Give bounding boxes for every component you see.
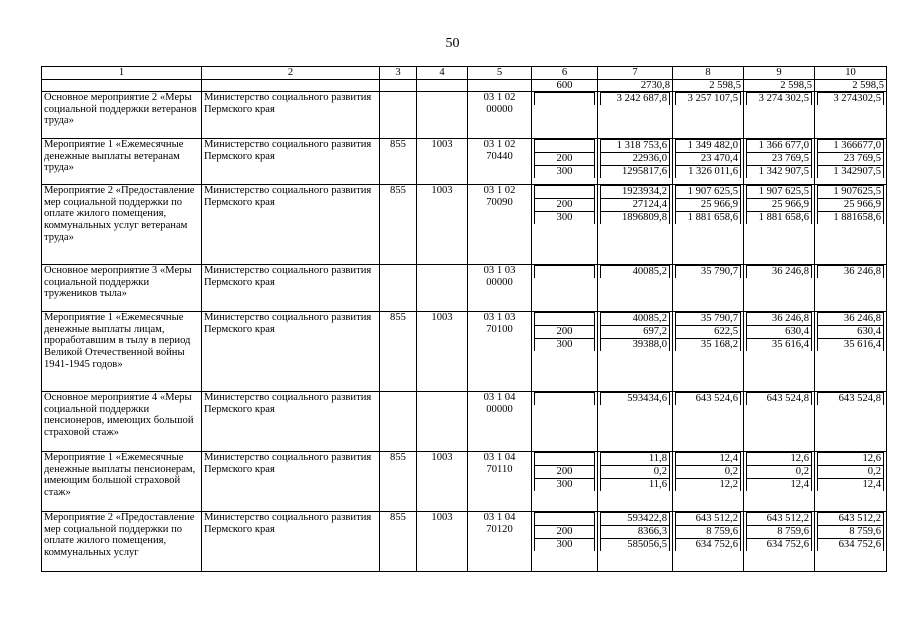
cell-activity-name: Основное мероприятие 3 «Меры социальной поддержки тружеников тыла» [42,265,202,312]
cell-amount-group [598,185,673,265]
cell-grbs [380,392,417,452]
cell-section: 1003 [417,139,468,185]
cell-amount: 2 598,5 [744,79,815,92]
header-cell: 9 [744,67,815,80]
table-row [42,139,887,185]
cell-amount: 1896809,8 [601,212,670,225]
cell-amount-group [673,512,744,572]
header-cell: 7 [598,67,673,80]
cell-organization: Министерство социального развития Пермского края [202,185,380,265]
cell-amount: 23 769,5 [818,153,884,166]
page-number: 50 [445,36,460,51]
cell-amount: 12,4 [747,479,812,492]
cell-grbs: 855 [380,452,417,512]
cell-kvr: 300 [535,166,595,179]
cell-amount: 1 907 625,5 [676,186,741,199]
cell-grbs [380,92,417,139]
header-cell: 5 [468,67,532,80]
cell-kvr [535,513,595,526]
cell-organization: Министерство социального развития Пермского края [202,512,380,572]
cell-amount-group [673,392,744,452]
cell-amount-group [815,92,887,139]
cell-amount: 12,6 [818,453,884,466]
table-row [42,512,887,572]
cell-kvr [535,93,595,106]
cell-amount-group [744,265,815,312]
cell-amount-group [815,185,887,265]
cell-kvr [535,313,595,326]
cell-kvr: 300 [535,479,595,492]
cell-amount: 1 907625,5 [818,186,884,199]
cell-kvr [535,266,595,279]
cell-amount: 25 966,9 [747,199,812,212]
cell-amount: 643 524,6 [676,393,741,406]
cell-amount: 643 512,2 [676,513,741,526]
cell-grbs: 855 [380,139,417,185]
cell-amount: 35 790,7 [676,313,741,326]
cell-organization: Министерство социального развития Пермского края [202,312,380,392]
cell-amount: 2730,8 [598,79,673,92]
cell-amount: 1 342 907,5 [747,166,812,179]
cell-amount: 11,8 [601,453,670,466]
header-row [42,67,887,80]
cell-kvr-group [532,452,598,512]
cell-amount: 3 242 687,8 [601,93,670,106]
cell-amount-group [673,92,744,139]
cell-csr: 03 1 02 00000 [468,92,532,139]
cell-amount: 23 769,5 [747,153,812,166]
cell-kvr: 300 [535,339,595,352]
cell-amount-group [744,139,815,185]
cell-csr: 03 1 02 70440 [468,139,532,185]
cell-amount-group [815,452,887,512]
cell-amount: 27124,4 [601,199,670,212]
cell-amount: 643 512,2 [818,513,884,526]
cell-amount: 1 881 658,6 [676,212,741,225]
cell-kvr: 600 [532,79,598,92]
cell-kvr-group [532,512,598,572]
cell-amount: 0,2 [601,466,670,479]
cell-kvr [535,453,595,466]
header-cell: 8 [673,67,744,80]
cell-amount: 585056,5 [601,539,670,552]
cell-section: 1003 [417,452,468,512]
cell-amount: 643 524,8 [818,393,884,406]
table-body [42,67,887,572]
cell-organization: Министерство социального развития Пермского края [202,92,380,139]
header-cell: 2 [202,67,380,80]
cell-amount: 1923934,2 [601,186,670,199]
header-cell: 4 [417,67,468,80]
cell-amount-group [815,312,887,392]
cell-amount: 40085,2 [601,266,670,279]
table-row [42,92,887,139]
cell-organization: Министерство социального развития Пермского края [202,139,380,185]
cell-amount-group [598,139,673,185]
cell-amount-group [598,392,673,452]
cell-amount: 11,6 [601,479,670,492]
cell-amount: 35 168,2 [676,339,741,352]
cell-amount: 8 759,6 [818,526,884,539]
cell-amount-group [598,312,673,392]
cell-amount: 22936,0 [601,153,670,166]
cell-amount: 1 349 482,0 [676,140,741,153]
cell-amount: 36 246,8 [747,313,812,326]
cell-kvr-group [532,392,598,452]
cell-kvr: 200 [535,326,595,339]
cell-kvr-group [532,312,598,392]
cell-amount-group [598,452,673,512]
cell-kvr [535,393,595,406]
cell-activity-name: Мероприятие 1 «Ежемесячные денежные выплаты пенсионерам, имеющим большой страховой стаж» [42,452,202,512]
cell-amount: 1 326 011,6 [676,166,741,179]
table-row [42,185,887,265]
cell-csr: 03 1 04 70120 [468,512,532,572]
cell-kvr-group [532,265,598,312]
cell-activity-name: Мероприятие 2 «Предоставление мер социальной поддержки по оплате жилого помещения, коммунальных услуг ветеранам труда» [42,185,202,265]
cell-amount: 25 966,9 [818,199,884,212]
cell-amount: 643 524,8 [747,393,812,406]
cell-grbs [380,265,417,312]
cell-amount: 39388,0 [601,339,670,352]
cell-amount-group [598,92,673,139]
cell-section: 1003 [417,512,468,572]
cell-amount: 1 342907,5 [818,166,884,179]
cell-amount: 3 257 107,5 [676,93,741,106]
cell-amount: 12,6 [747,453,812,466]
cell-activity-name: Мероприятие 1 «Ежемесячные денежные выплаты лицам, проработавшим в тылу в период Великой Отечественной войны 1941-1945 годов» [42,312,202,392]
cell-amount: 634 752,6 [676,539,741,552]
cell-amount: 40085,2 [601,313,670,326]
table-row [42,312,887,392]
budget-table [41,66,887,572]
cell-amount: 8 759,6 [676,526,741,539]
cell-amount: 1 881 658,6 [747,212,812,225]
cell-kvr: 200 [535,153,595,166]
cell-amount: 3 274302,5 [818,93,884,106]
cell-amount-group [815,512,887,572]
cell-amount-group [815,139,887,185]
cell-grbs: 855 [380,185,417,265]
cell-amount: 12,4 [818,479,884,492]
cell-amount: 36 246,8 [818,266,884,279]
cell-kvr-group [532,92,598,139]
cell-section [417,92,468,139]
cell-amount-group [744,452,815,512]
cell-section [417,265,468,312]
cell-amount: 593434,6 [601,393,670,406]
cell-organization: Министерство социального развития Пермского края [202,452,380,512]
cell-amount: 35 616,4 [818,339,884,352]
cell-amount: 593422,8 [601,513,670,526]
cell-amount: 3 274 302,5 [747,93,812,106]
cell-amount-group [598,265,673,312]
cell-kvr-group [532,139,598,185]
cell-amount: 1 366 677,0 [747,140,812,153]
cell-amount: 23 470,4 [676,153,741,166]
cell-kvr [535,140,595,153]
cell-amount-group [673,185,744,265]
cell-amount: 35 790,7 [676,266,741,279]
cell-amount-group [815,265,887,312]
cell-amount-group [673,452,744,512]
cell-amount: 2 598,5 [673,79,744,92]
cell-activity-name: Основное мероприятие 2 «Меры социальной поддержки ветеранов труда» [42,92,202,139]
cell-csr: 03 1 04 00000 [468,392,532,452]
cell-csr: 03 1 02 70090 [468,185,532,265]
cell-amount: 1 907 625,5 [747,186,812,199]
cell-amount: 25 966,9 [676,199,741,212]
cell-kvr: 200 [535,199,595,212]
table-row [42,452,887,512]
cell-csr: 03 1 03 70100 [468,312,532,392]
cell-amount-group [815,392,887,452]
cell-amount-group [673,312,744,392]
cell-kvr [535,186,595,199]
cell-amount: 1 318 753,6 [601,140,670,153]
header-cell: 10 [815,67,887,80]
cell-amount: 2 598,5 [815,79,887,92]
cell-amount: 0,2 [747,466,812,479]
cell-kvr-group [532,185,598,265]
cell-amount: 36 246,8 [747,266,812,279]
cell-amount: 630,4 [818,326,884,339]
cell-section [417,392,468,452]
cell-csr: 03 1 03 00000 [468,265,532,312]
cell-organization: Министерство социального развития Пермского края [202,265,380,312]
header-cell: 3 [380,67,417,80]
cell-section: 1003 [417,312,468,392]
cell-amount-group [744,392,815,452]
cell-kvr: 300 [535,212,595,225]
cell-amount: 36 246,8 [818,313,884,326]
cell-activity-name: Мероприятие 2 «Предоставление мер социальной поддержки по оплате жилого помещения, коммунальных услуг [42,512,202,572]
cell-grbs: 855 [380,312,417,392]
cell-amount-group [744,312,815,392]
table-row [42,265,887,312]
header-cell: 1 [42,67,202,80]
cell-amount: 0,2 [676,466,741,479]
cell-section: 1003 [417,185,468,265]
cell-amount: 35 616,4 [747,339,812,352]
cell-amount: 8366,3 [601,526,670,539]
cell-amount-group [598,512,673,572]
cell-amount: 12,2 [676,479,741,492]
cell-activity-name: Мероприятие 1 «Ежемесячные денежные выплаты ветеранам труда» [42,139,202,185]
header-cell: 6 [532,67,598,80]
table-row [42,392,887,452]
cell-amount: 0,2 [818,466,884,479]
cell-amount-group [673,265,744,312]
cell-kvr: 200 [535,466,595,479]
cell-amount: 1 881658,6 [818,212,884,225]
cell-amount: 643 512,2 [747,513,812,526]
cell-amount: 8 759,6 [747,526,812,539]
cell-amount: 1295817,6 [601,166,670,179]
cell-amount: 634 752,6 [818,539,884,552]
cell-organization: Министерство социального развития Пермского края [202,392,380,452]
cell-kvr: 300 [535,539,595,552]
cell-amount-group [744,185,815,265]
cell-activity-name: Основное мероприятие 4 «Меры социальной поддержки пенсионеров, имеющих большой страховой стаж» [42,392,202,452]
cell-kvr: 200 [535,526,595,539]
cell-amount-group [673,139,744,185]
cell-amount: 697,2 [601,326,670,339]
cell-amount-group [744,92,815,139]
cell-amount: 1 366677,0 [818,140,884,153]
cell-amount: 630,4 [747,326,812,339]
continuation-row [42,79,887,92]
cell-amount-group [744,512,815,572]
cell-csr: 03 1 04 70110 [468,452,532,512]
cell-amount: 12,4 [676,453,741,466]
cell-grbs: 855 [380,512,417,572]
cell-amount: 634 752,6 [747,539,812,552]
cell-amount: 622,5 [676,326,741,339]
